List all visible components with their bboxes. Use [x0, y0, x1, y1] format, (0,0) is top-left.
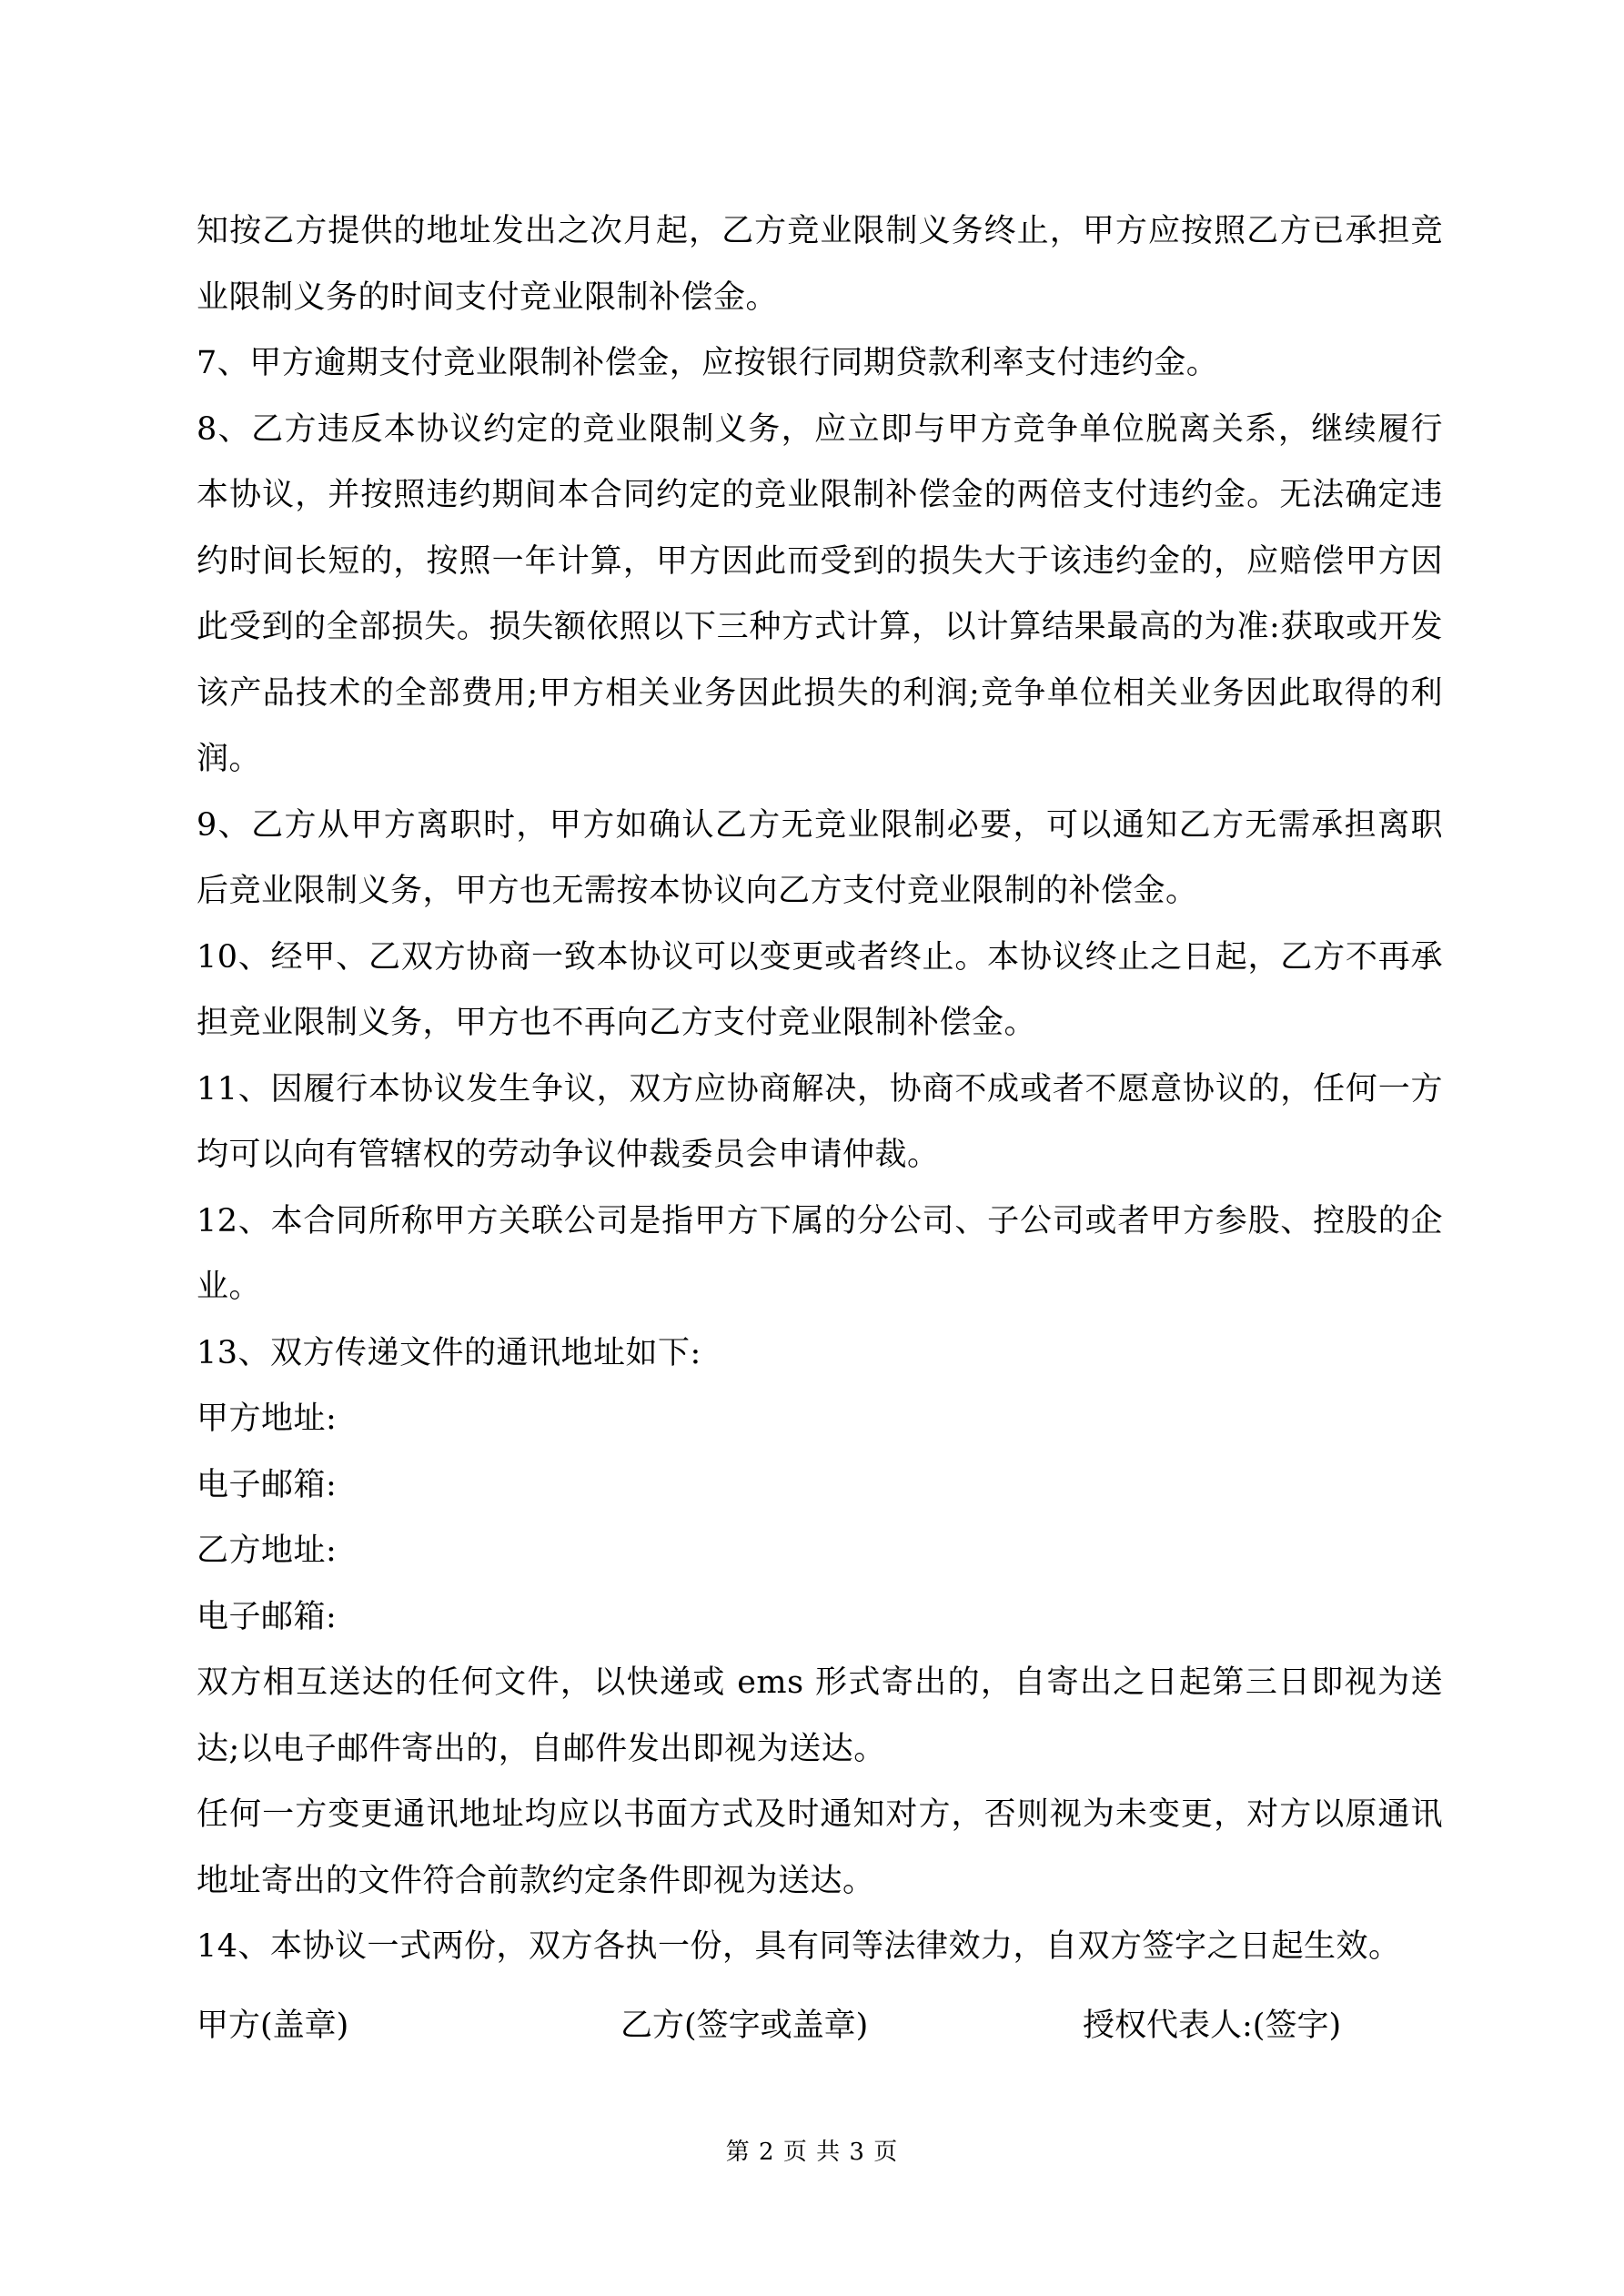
- paragraph-continuation: 知按乙方提供的地址发出之次月起，乙方竞业限制义务终止，甲方应按照乙方已承担竞业限制义务的时间支付竞业限制补偿金。: [197, 213, 1443, 316]
- party-b-email-label: 电子邮箱:: [197, 1598, 338, 1635]
- party-b-signature-label: 乙方(签字或盖章): [620, 2008, 869, 2044]
- party-b-address-label: 乙方地址:: [197, 1532, 338, 1569]
- clause-14: 14、本协议一式两份，双方各执一份，具有同等法律效力，自双方签字之日起生效。: [197, 1928, 1401, 1965]
- contract-body: [197, 198, 1443, 1980]
- clause-13: 13、双方传递文件的通讯地址如下:: [197, 1334, 701, 1371]
- clause-10: 10、经甲、乙双方协商一致本协议可以变更或者终止。本协议终止之日起，乙方不再承担竞业限制义务，甲方也不再向乙方支付竞业限制补偿金。: [197, 938, 1443, 1041]
- delivery-rule: 双方相互送达的任何文件，以快递或 ems 形式寄出的，自寄出之日起第三日即视为送达;以电子邮件寄出的，自邮件发出即视为送达。: [197, 1664, 1443, 1767]
- representative-signature-label: 授权代表人:(签字): [1083, 2008, 1342, 2044]
- page-number: 第 2 页 共 3 页: [725, 2139, 899, 2166]
- party-a-address-label: 甲方地址:: [197, 1401, 338, 1437]
- clause-12: 12、本合同所称甲方关联公司是指甲方下属的分公司、子公司或者甲方参股、控股的企业。: [197, 1202, 1443, 1305]
- clause-8: 8、乙方违反本协议约定的竞业限制义务，应立即与甲方竞争单位脱离关系，继续履行本协议，并按照违约期间本合同约定的竞业限制补偿金的两倍支付违约金。无法确定违约时间长短的，按照一年计算，甲方因此而受到的损失大于该违约金的，应赔偿甲方因此受到的全部损失。损失额依照以下三种方式计算，以计算结果最高的为准:获取或开发该产品技术的全部费用;甲方相关业务因此损失的利润;竞争单位相关业务因此取得的利润。: [197, 410, 1443, 777]
- clause-9: 9、乙方从甲方离职时，甲方如确认乙方无竞业限制必要，可以通知乙方无需承担离职后竞业限制义务，甲方也无需按本协议向乙方支付竞业限制的补偿金。: [197, 806, 1443, 909]
- clause-11: 11、因履行本协议发生争议，双方应协商解决，协商不成或者不愿意协议的，任何一方均可以向有管辖权的劳动争议仲裁委员会申请仲裁。: [197, 1070, 1443, 1173]
- clause-7: 7、甲方逾期支付竞业限制补偿金，应按银行同期贷款利率支付违约金。: [197, 345, 1219, 381]
- party-a-email-label: 电子邮箱:: [197, 1466, 338, 1503]
- signature-block: [0, 1993, 1624, 2058]
- party-a-seal-label: 甲方(盖章): [197, 2008, 349, 2044]
- address-change-rule: 任何一方变更通讯地址均应以书面方式及时通知对方，否则视为未变更，对方以原通讯地址寄出的文件符合前款约定条件即视为送达。: [197, 1796, 1443, 1899]
